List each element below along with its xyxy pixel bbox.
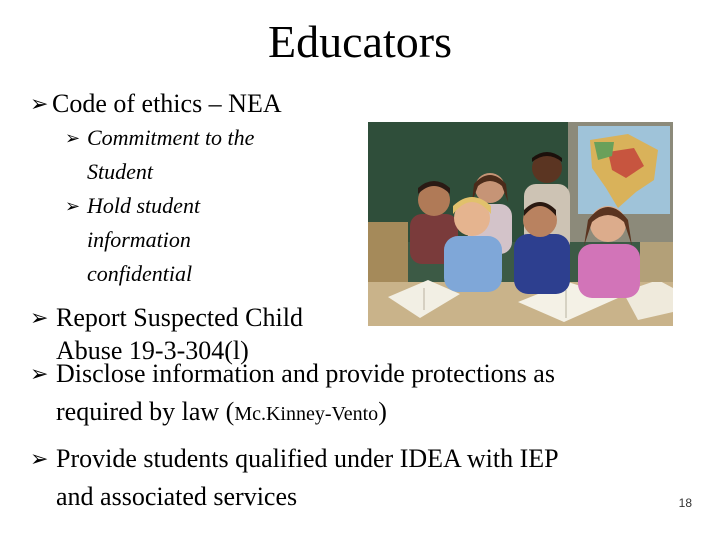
sub-bullet-text: Hold student information confidential [87,193,201,286]
bullet-code-of-ethics [30,85,282,123]
note-close-paren: ) [378,397,387,426]
classroom-photo [368,122,673,326]
slide-title: Educators [268,16,452,67]
sub-bullet-commitment [65,121,254,189]
sub-bullet-text: Commitment to the Student [87,125,255,184]
bullet-line: Abuse 19-3-304(l) [56,336,249,365]
arrow-bullet-icon: ➢ [30,362,49,387]
bullet-provide-iep [30,440,559,478]
classroom-photo-illustration [368,122,673,326]
sub-bullet-hold-information [65,189,200,291]
arrow-bullet-icon: ➢ [65,128,81,149]
mckinney-vento-note: Mc.Kinney-Vento [234,403,379,425]
arrow-bullet-icon: ➢ [30,447,49,472]
arrow-bullet-icon: ➢ [30,306,49,331]
bullet-line: Report Suspected Child [56,303,303,332]
bullet-disclose-line2 [56,393,387,433]
bullet-text: Code of ethics – NEA [52,89,282,118]
bullet-provide-iep-line2 [56,478,297,516]
arrow-bullet-icon: ➢ [65,196,81,217]
bullet-line: required by law ( [56,397,235,426]
bullet-line: Provide students qualified under IDEA with IEP [56,444,559,473]
bullet-line: Disclose information and provide protections as [56,359,555,388]
bullet-line: and associated services [56,482,298,511]
bullet-disclose-information [30,355,555,393]
page-number: 18 [678,496,692,510]
arrow-bullet-icon: ➢ [30,92,49,117]
